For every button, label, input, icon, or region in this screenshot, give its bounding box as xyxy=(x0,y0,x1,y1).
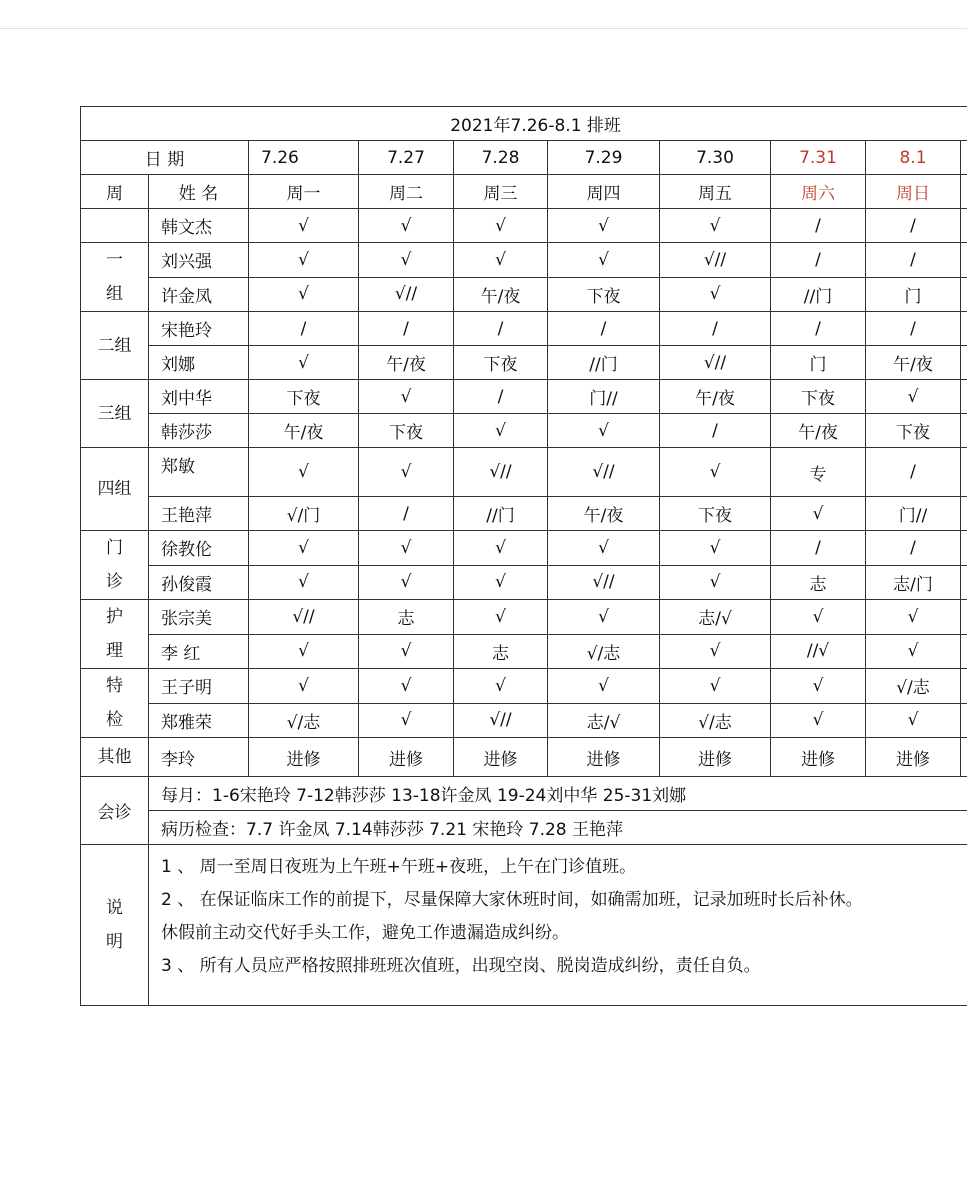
staff-name: 郑敏 xyxy=(149,448,249,497)
shift-cell: √ xyxy=(866,703,961,738)
note-line: 1 、 周一至周日夜班为上午班+午班+夜班，上午在门诊值班。 xyxy=(161,857,637,877)
record-check-text: 病历检查：7.7 许金凤 7.14韩莎莎 7.21 宋艳玲 7.28 王艳萍 xyxy=(149,811,967,845)
shift-cell: 下夜 xyxy=(771,380,866,414)
shift-cell: 志/√ xyxy=(548,703,660,738)
notes-content xyxy=(149,845,967,1006)
shift-cell: √ xyxy=(660,448,771,497)
week-header-label: 周 xyxy=(81,175,149,209)
edge-cell xyxy=(961,669,967,704)
shift-cell: //门 xyxy=(548,346,660,380)
edge-cell xyxy=(961,380,967,414)
shift-cell: √ xyxy=(548,531,660,566)
staff-name: 李玲 xyxy=(149,738,249,777)
shift-cell: √ xyxy=(660,634,771,669)
staff-name: 王子明 xyxy=(149,669,249,704)
shift-cell: √/志 xyxy=(660,703,771,738)
shift-cell: √ xyxy=(866,634,961,669)
edge-cell xyxy=(961,497,967,531)
group-label xyxy=(81,669,149,738)
shift-cell: / xyxy=(660,312,771,346)
schedule-row xyxy=(81,277,967,312)
shift-cell: √ xyxy=(359,669,454,704)
shift-cell: 门// xyxy=(866,497,961,531)
shift-cell: √ xyxy=(359,531,454,566)
schedule-row xyxy=(81,209,967,243)
staff-name: 张宗美 xyxy=(149,600,249,635)
shift-cell: 午/夜 xyxy=(866,346,961,380)
shift-cell: √ xyxy=(771,600,866,635)
group-label-text: 诊 xyxy=(106,572,123,592)
shift-cell: √ xyxy=(249,565,359,600)
shift-cell: / xyxy=(771,531,866,566)
shift-cell: √// xyxy=(660,243,771,278)
weekday-cell: 周三 xyxy=(454,175,548,209)
shift-cell: / xyxy=(454,380,548,414)
edge-cell xyxy=(961,634,967,669)
shift-cell: √// xyxy=(548,448,660,497)
date-cell: 7.31 xyxy=(771,141,866,175)
edge-cell xyxy=(961,703,967,738)
shift-cell: 午/夜 xyxy=(359,346,454,380)
shift-cell: / xyxy=(866,448,961,497)
notes-label-char: 明 xyxy=(106,932,123,952)
shift-cell: √ xyxy=(454,600,548,635)
shift-cell: 下夜 xyxy=(548,277,660,312)
shift-cell: √ xyxy=(249,634,359,669)
shift-cell: √// xyxy=(249,600,359,635)
shift-cell: √ xyxy=(249,243,359,278)
schedule-row xyxy=(81,380,967,414)
staff-name: 郑雅荣 xyxy=(149,703,249,738)
schedule-row xyxy=(81,312,967,346)
shift-cell: / xyxy=(249,312,359,346)
edge-cell xyxy=(961,141,967,175)
consult-label: 会诊 xyxy=(81,777,149,845)
shift-cell: 志/√ xyxy=(660,600,771,635)
date-header-label: 日 期 xyxy=(81,141,249,175)
schedule-row xyxy=(81,346,967,380)
shift-cell: / xyxy=(866,531,961,566)
shift-cell: / xyxy=(866,312,961,346)
shift-cell: √ xyxy=(454,669,548,704)
shift-cell: / xyxy=(771,243,866,278)
shift-cell: √/门 xyxy=(249,497,359,531)
date-cell: 7.27 xyxy=(359,141,454,175)
consult-rotation-text: 每月：1-6宋艳玲 7-12韩莎莎 13-18许金凤 19-24刘中华 25-31刘娜 xyxy=(149,777,967,811)
top-divider xyxy=(0,28,967,29)
shift-cell: √ xyxy=(249,448,359,497)
staff-name: 韩文杰 xyxy=(149,209,249,243)
shift-cell: / xyxy=(771,312,866,346)
staff-name: 刘娜 xyxy=(149,346,249,380)
staff-name: 刘中华 xyxy=(149,380,249,414)
shift-cell: √ xyxy=(454,531,548,566)
shift-cell: 下夜 xyxy=(454,346,548,380)
group-label-text: 四组 xyxy=(97,479,132,499)
shift-cell: √ xyxy=(249,209,359,243)
shift-cell: / xyxy=(454,312,548,346)
group-label-text: 检 xyxy=(106,710,123,730)
staff-name: 许金凤 xyxy=(149,277,249,312)
schedule-row xyxy=(81,669,967,704)
shift-cell: 午/夜 xyxy=(771,414,866,448)
shift-cell: 进修 xyxy=(454,738,548,777)
shift-cell: √ xyxy=(548,243,660,278)
shift-cell: √ xyxy=(660,565,771,600)
shift-cell: √// xyxy=(548,565,660,600)
edge-cell xyxy=(961,346,967,380)
shift-cell: 进修 xyxy=(359,738,454,777)
weekday-cell: 周日 xyxy=(866,175,961,209)
group-label-text: 其他 xyxy=(97,747,132,767)
shift-cell: √ xyxy=(249,669,359,704)
shift-cell: √// xyxy=(660,346,771,380)
edge-cell xyxy=(961,277,967,312)
date-cell: 8.1 xyxy=(866,141,961,175)
shift-cell: √// xyxy=(454,448,548,497)
shift-cell: 志 xyxy=(454,634,548,669)
date-cell: 7.30 xyxy=(660,141,771,175)
schedule-row xyxy=(81,738,967,777)
date-cell: 7.29 xyxy=(548,141,660,175)
shift-cell: √ xyxy=(866,600,961,635)
staff-name: 孙俊霞 xyxy=(149,565,249,600)
shift-cell: √ xyxy=(359,380,454,414)
shift-cell: //门 xyxy=(771,277,866,312)
shift-cell: 门 xyxy=(771,346,866,380)
shift-cell: 志 xyxy=(359,600,454,635)
edge-cell xyxy=(961,738,967,777)
shift-cell: 专 xyxy=(771,448,866,497)
shift-cell: 志/门 xyxy=(866,565,961,600)
shift-cell: √ xyxy=(249,346,359,380)
schedule-row xyxy=(81,448,967,497)
group-label xyxy=(81,380,149,448)
shift-cell: 午/夜 xyxy=(454,277,548,312)
shift-cell: 门 xyxy=(866,277,961,312)
shift-cell: √ xyxy=(359,634,454,669)
shift-cell: √ xyxy=(866,380,961,414)
shift-cell: 进修 xyxy=(771,738,866,777)
edge-cell xyxy=(961,531,967,566)
shift-cell: √ xyxy=(548,209,660,243)
group-label xyxy=(81,448,149,531)
edge-cell xyxy=(961,312,967,346)
schedule-row xyxy=(81,703,967,738)
shift-cell: √// xyxy=(359,277,454,312)
shift-cell: √ xyxy=(660,669,771,704)
weekday-cell: 周一 xyxy=(249,175,359,209)
staff-name: 刘兴强 xyxy=(149,243,249,278)
schedule-row xyxy=(81,600,967,635)
group-label-text: 门 xyxy=(106,538,123,558)
shift-cell: 志 xyxy=(771,565,866,600)
shift-cell: √ xyxy=(548,669,660,704)
shift-cell: / xyxy=(359,312,454,346)
note-line: 2 、 在保证临床工作的前提下，尽量保障大家休班时间，如确需加班，记录加班时长后补休。 xyxy=(161,890,863,910)
schedule-table xyxy=(80,106,967,1006)
edge-cell xyxy=(961,600,967,635)
shift-cell: 午/夜 xyxy=(249,414,359,448)
shift-cell: / xyxy=(866,209,961,243)
staff-name: 韩莎莎 xyxy=(149,414,249,448)
shift-cell: 午/夜 xyxy=(660,380,771,414)
shift-cell: 下夜 xyxy=(249,380,359,414)
group-label-text: 特 xyxy=(106,676,123,696)
date-cell: 7.26 xyxy=(249,141,359,175)
shift-cell: √/志 xyxy=(249,703,359,738)
shift-cell: / xyxy=(548,312,660,346)
shift-cell: / xyxy=(771,209,866,243)
edge-cell xyxy=(961,175,967,209)
shift-cell: 下夜 xyxy=(660,497,771,531)
weekday-cell: 周五 xyxy=(660,175,771,209)
group-label-text: 护 xyxy=(106,607,123,627)
shift-cell: 门// xyxy=(548,380,660,414)
edge-cell xyxy=(961,565,967,600)
shift-cell: √ xyxy=(249,531,359,566)
group-label xyxy=(81,738,149,777)
group-label-text: 三组 xyxy=(97,403,132,424)
shift-cell: √ xyxy=(359,243,454,278)
group-label xyxy=(81,531,149,600)
shift-cell: 进修 xyxy=(548,738,660,777)
shift-cell: 下夜 xyxy=(359,414,454,448)
shift-cell: √/志 xyxy=(548,634,660,669)
shift-cell: √ xyxy=(771,497,866,531)
notes-label xyxy=(81,845,149,1006)
shift-cell: //门 xyxy=(454,497,548,531)
shift-cell: 午/夜 xyxy=(548,497,660,531)
edge-cell xyxy=(961,209,967,243)
shift-cell: √ xyxy=(548,414,660,448)
shift-cell: √ xyxy=(660,531,771,566)
shift-cell: √ xyxy=(359,565,454,600)
schedule-row xyxy=(81,531,967,566)
shift-cell: √ xyxy=(660,277,771,312)
shift-cell: √ xyxy=(454,414,548,448)
shift-cell: / xyxy=(660,414,771,448)
schedule-row xyxy=(81,243,967,278)
group-label xyxy=(81,312,149,380)
shift-cell: √ xyxy=(771,669,866,704)
weekday-cell: 周四 xyxy=(548,175,660,209)
shift-cell: √ xyxy=(771,703,866,738)
group-label-text: 一 xyxy=(106,250,123,270)
group-label xyxy=(81,209,149,243)
shift-cell: √ xyxy=(660,209,771,243)
shift-cell: / xyxy=(359,497,454,531)
group-label xyxy=(81,243,149,312)
schedule-title: 2021年7.26-8.1 排班 xyxy=(81,107,967,141)
shift-cell: √ xyxy=(454,243,548,278)
group-label-text: 组 xyxy=(106,284,123,304)
name-header-label: 姓 名 xyxy=(149,175,249,209)
group-label-text: 二组 xyxy=(97,335,132,356)
weekday-cell: 周六 xyxy=(771,175,866,209)
shift-cell: 进修 xyxy=(249,738,359,777)
date-cell: 7.28 xyxy=(454,141,548,175)
staff-name: 李 红 xyxy=(149,634,249,669)
note-line: 休假前主动交代好手头工作，避免工作遗漏造成纠纷。 xyxy=(161,923,569,943)
shift-cell: √ xyxy=(359,209,454,243)
staff-name: 宋艳玲 xyxy=(149,312,249,346)
notes-label-char: 说 xyxy=(106,898,123,918)
shift-cell: √ xyxy=(359,703,454,738)
shift-cell: √ xyxy=(359,448,454,497)
shift-cell: 进修 xyxy=(866,738,961,777)
edge-cell xyxy=(961,448,967,497)
shift-cell: √/志 xyxy=(866,669,961,704)
edge-cell xyxy=(961,243,967,278)
schedule-row xyxy=(81,497,967,531)
schedule-row xyxy=(81,565,967,600)
note-line: 3 、 所有人员应严格按照排班班次值班，出现空岗、脱岗造成纠纷，责任自负。 xyxy=(161,956,761,976)
shift-cell: 下夜 xyxy=(866,414,961,448)
shift-cell: √ xyxy=(454,565,548,600)
shift-cell: √ xyxy=(548,600,660,635)
schedule-row xyxy=(81,634,967,669)
weekday-cell: 周二 xyxy=(359,175,454,209)
group-label-text: 理 xyxy=(106,641,123,661)
schedule-row xyxy=(81,414,967,448)
staff-name: 王艳萍 xyxy=(149,497,249,531)
shift-cell: 进修 xyxy=(660,738,771,777)
shift-cell: //√ xyxy=(771,634,866,669)
shift-cell: √ xyxy=(454,209,548,243)
group-label xyxy=(81,600,149,669)
shift-cell: √// xyxy=(454,703,548,738)
shift-cell: √ xyxy=(249,277,359,312)
edge-cell xyxy=(961,414,967,448)
shift-cell: / xyxy=(866,243,961,278)
staff-name: 徐教伦 xyxy=(149,531,249,566)
